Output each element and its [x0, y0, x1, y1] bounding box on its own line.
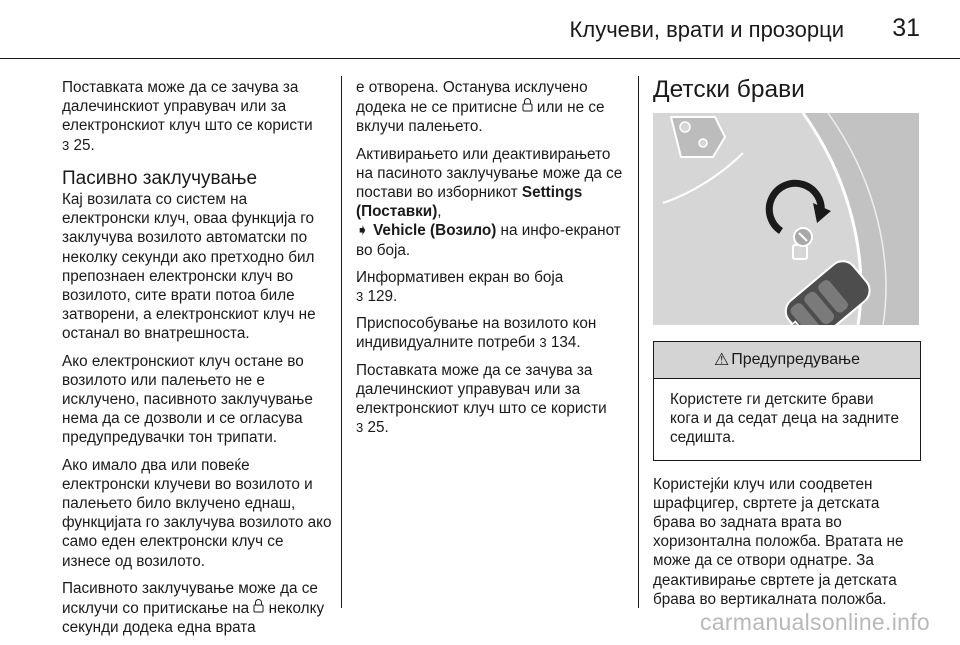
- paragraph: е отворена. Останува исклучено додека не се притисне или не се вклучи палењето.: [356, 79, 605, 136]
- chapter-title: Клучеви, врати и прозорци: [569, 17, 844, 42]
- paragraph: Приспособување на возилото кон индивидуалните потреби 3 134.: [356, 315, 597, 352]
- header-divider: [0, 58, 960, 59]
- paragraph: Ако имало два или повеќе електронски клучеви во возилото и палењето било вклучено еднаш, функцијата го заклучува возилото ако само еден електронски клуч се изнесе од возилото.: [62, 456, 332, 570]
- reference-arrow-icon: 3: [356, 420, 364, 436]
- paragraph: Користејќи клуч или соодветен шрафцигер, свртете ја детската брава во задната врата во хоризонтална положба. Вратата не може да се отвори однатре. За деактивирање свртете ја детската брава во вертикалната положба.: [653, 475, 904, 608]
- paragraph: Информативен екран во боја 3 129.: [356, 268, 564, 306]
- menu-arrow-icon: ➧: [356, 222, 369, 240]
- page-reference: 129.: [363, 288, 398, 306]
- warning-text: Користете ги детските брави кога и да седат деца на задните седишта.: [670, 391, 899, 447]
- door-lock-drawing: [653, 113, 919, 325]
- watermark: carmanualsonline.info: [699, 609, 930, 635]
- menu-item-vehicle: Vehicle (Возило): [373, 222, 497, 240]
- paragraph: Ако електронскиот клуч остане во возилото или палењето не е исклучено, пасивното заклучување нема да се дозволи и се огласува предупредувачки тон трипати.: [62, 352, 313, 447]
- menu-item-settings: Settings (Поставки): [356, 184, 583, 221]
- column-2: [356, 78, 626, 445]
- warning-triangle-icon: ⚠: [713, 350, 730, 370]
- lock-button-icon: [253, 598, 264, 613]
- lock-button-icon: [522, 97, 533, 112]
- warning-header: [654, 342, 920, 379]
- page-header: [0, 0, 960, 60]
- page-reference: 25.: [69, 136, 95, 154]
- page-reference: 25.: [363, 419, 389, 437]
- child-lock-illustration: [653, 113, 919, 325]
- reference-arrow-icon: 3: [539, 335, 547, 351]
- paragraph: Активирањето или деактивирањето на пасиното заклучување може да се постави во изборникот Settings (Поставки), ➧ Vehicle (Возило) на инфо-екранот во боја.: [356, 145, 623, 259]
- section-title: Детски брави: [653, 76, 805, 103]
- paragraph: Поставката може да се зачува за далечинскиот управувач или за електронскиот клуч што се користи 3 25.: [356, 361, 607, 437]
- column-divider-1: [341, 76, 342, 608]
- column-3: [653, 76, 921, 617]
- section-heading: Пасивно заклучување: [62, 167, 258, 189]
- paragraph: Кај возилата со систем на електронски клуч, оваа функција го заклучува возилото автоматски по неколку секунди ако претходно бил препознаен електронски клуч во возилото, сите врати потоа биле затворени, а електронскиот клуч не останал во внатрешноста.: [62, 191, 316, 343]
- page-number: 31: [892, 14, 920, 42]
- reference-arrow-icon: 3: [356, 289, 364, 305]
- paragraph: Пасивното заклучување може да се исклучи со притискање на неколку секунди додека една врата: [62, 579, 325, 637]
- column-1: [62, 78, 332, 645]
- page-reference: 134.: [546, 334, 581, 352]
- column-divider-2: [638, 76, 639, 608]
- paragraph: Поставката може да се зачува за далечинскиот управувач или за електронскиот клуч што се користи 3 25.: [62, 79, 313, 154]
- warning-title: Предупредување: [731, 351, 861, 369]
- reference-arrow-icon: 3: [62, 137, 70, 153]
- warning-box: [653, 341, 921, 461]
